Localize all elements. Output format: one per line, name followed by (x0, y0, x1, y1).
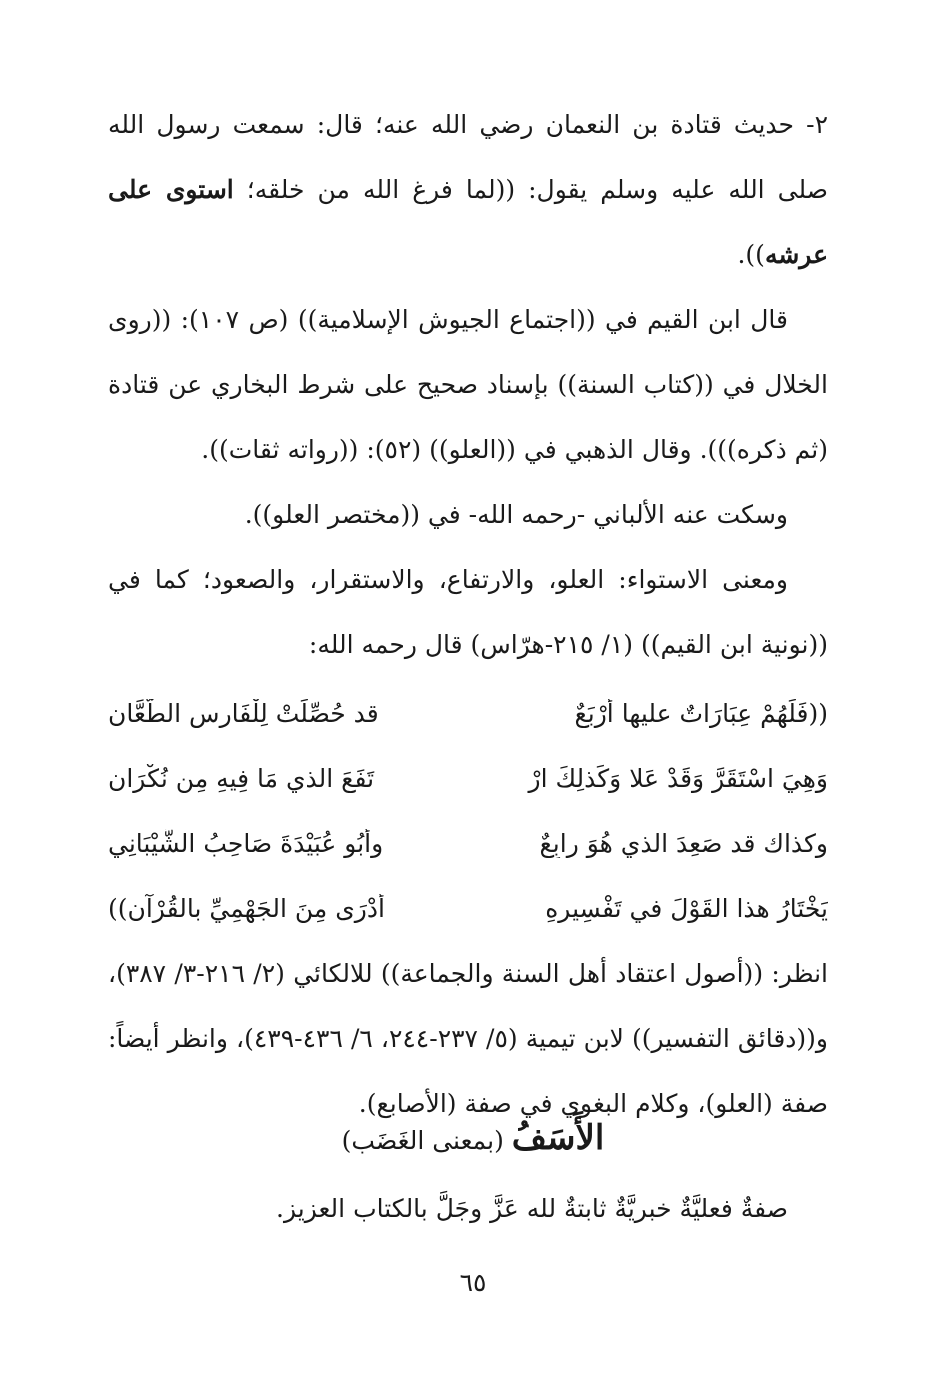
reference-text: انظر: ((أصول اعتقاد أهل السنة والجماعة)) للالكائي (٢/ ٢١٦-٣/ ٣٨٧)، و((دقائق التفسير)) لابن تيمية (٥/ ٢٣٧-٢٤٤، ٦/ ٤٣٦-٤٣٩)، وانظر أيضاً: صفة (العلو)، وكلام البغوي في صفة (الأصابع). (108, 959, 829, 1118)
section-title: الأَسَفُ (511, 1118, 605, 1158)
reference-paragraph (108, 941, 828, 1136)
verse-second-hemistich: وأبُو عُبَيْدَةَ صَاحِبُ الشَّيْبَانِي (108, 829, 384, 858)
page-body (108, 92, 828, 1136)
section-heading (0, 1118, 946, 1158)
verse-row (108, 746, 828, 811)
hadith-close: )). (737, 240, 765, 269)
page-number: ٦٥ (459, 1268, 487, 1297)
definition-text: صفةٌ فعليَّةٌ خبريَّةٌ ثابتةٌ لله عَزَّ وجَلَّ بالكتاب العزيز. (276, 1194, 788, 1223)
verse-row (108, 811, 828, 876)
section-subtitle: (بمعنى الغَضَب) (341, 1126, 504, 1155)
verse-second-hemistich: أدْرَى مِنَ الجَهْمِيِّ بالقُرْآنِ)) (108, 894, 385, 923)
verse-row (108, 681, 828, 746)
albani-text: وسكت عنه الألباني -رحمه الله- في ((مختصر العلو)). (244, 500, 788, 529)
albani-paragraph (108, 482, 828, 547)
ibn-qayyim-paragraph (108, 287, 828, 482)
istiwa-meaning-text: ومعنى الاستواء: العلو، والارتفاع، والاستقرار، والصعود؛ كما في ((نونية ابن القيم)) (١/ ٢١٥-هرّاس) قال رحمه الله: (108, 565, 828, 659)
istiwa-meaning-paragraph (108, 547, 828, 677)
verse-row (108, 876, 828, 941)
verse-first-hemistich: يَخْتَارُ هذا القَوْلَ في تَفْسِيرِهِ (545, 894, 828, 923)
ibn-qayyim-text: قال ابن القيم في ((اجتماع الجيوش الإسلامية)) (ص ١٠٧): ((روى الخلال في ((كتاب السنة)) بإسناد صحيح على شرط البخاري عن قتادة (ثم ذكره))). وقال الذهبي في ((العلو)) (٥٢): ((رواته ثقات)). (108, 305, 828, 464)
poem-verses (108, 681, 828, 941)
hadith-bold-text: استوى على عرشه (108, 175, 828, 269)
verse-second-hemistich: تَفَعَ الذي مَا فِيهِ مِن نُكْرَانِ (108, 764, 375, 793)
hadith-paragraph (108, 92, 828, 287)
verse-first-hemistich: وَهِيَ اسْتَقَرَّ وَقَدْ عَلا وَكَذلِكَ ارْ (528, 764, 828, 793)
verse-first-hemistich: ((فَلَهُمْ عِبَارَاتٌ عليها أرْبَعٌ (574, 699, 828, 728)
hadith-text: ٢- حديث قتادة بن النعمان رضي الله عنه؛ قال: سمعت رسول الله صلى الله عليه وسلم يقول: ((لما فرغ الله من خلقه؛ (108, 110, 828, 204)
verse-second-hemistich: قد حُصِّلَتْ لِلْفَارِسِ الطَّعَّانِ (108, 699, 379, 728)
verse-first-hemistich: وكذاك قد صَعِدَ الذي هُوَ رابِعٌ (539, 829, 828, 858)
